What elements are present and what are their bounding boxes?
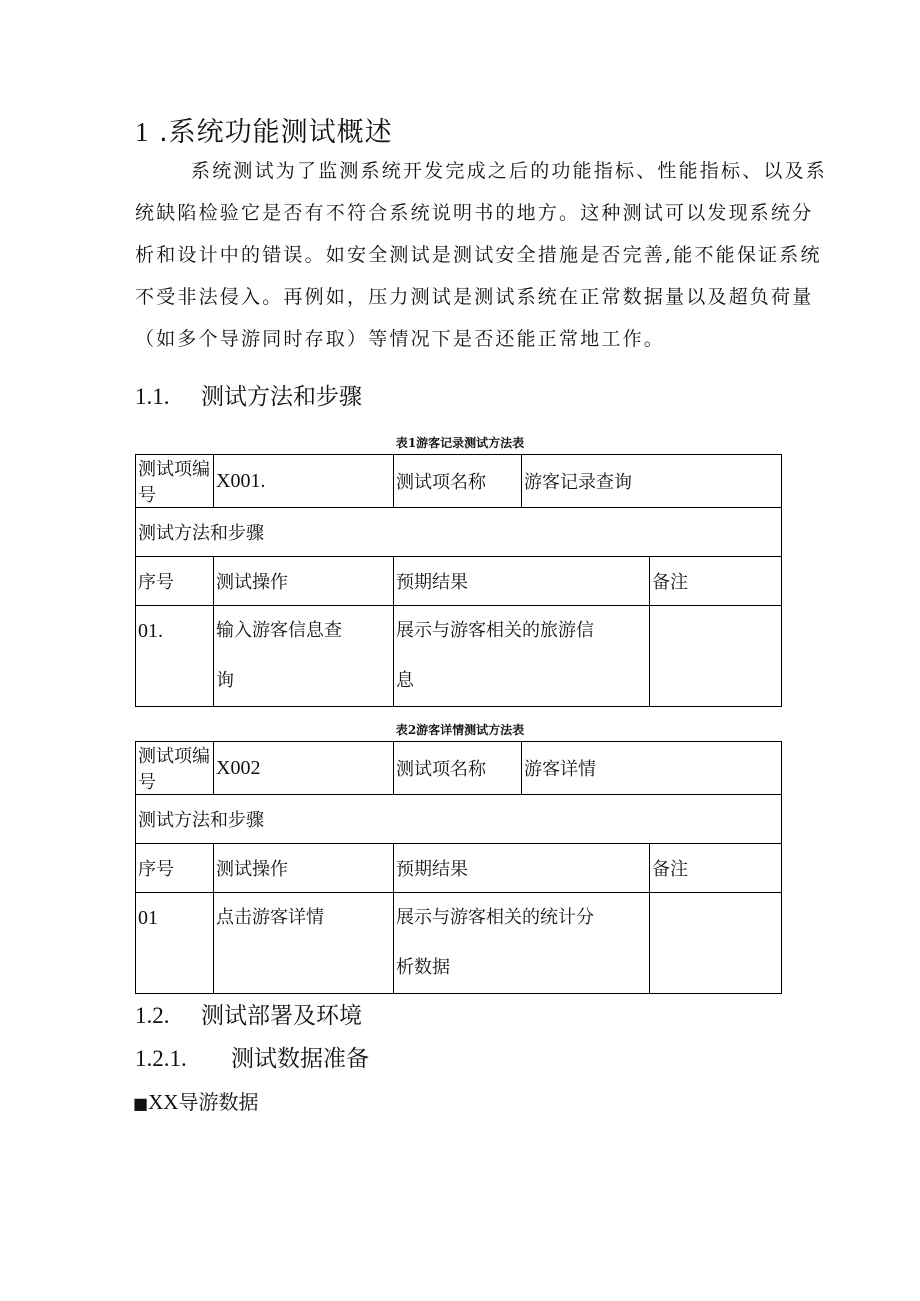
section-1-2-1-title: 测试数据准备 bbox=[231, 1046, 369, 1072]
bullet-item bbox=[133, 1086, 258, 1115]
test-method-table-1 bbox=[135, 454, 782, 707]
row-operation: 输入游客信息查 询 bbox=[214, 606, 394, 707]
row-seq: 01 bbox=[136, 893, 214, 994]
name-label-cell: 测试项名称 bbox=[394, 742, 522, 795]
id-value-cell: X002 bbox=[214, 742, 394, 795]
header-seq: 序号 bbox=[136, 844, 214, 893]
paragraph-line: 系统测试为了监测系统开发完成之后的功能指标、性能指标、以及系 bbox=[191, 160, 828, 182]
row-note bbox=[650, 893, 782, 994]
name-value-cell: 游客详情 bbox=[522, 742, 782, 795]
row-operation: 点击游客详情 bbox=[214, 893, 394, 994]
section-1-2-number: 1.2. bbox=[135, 1003, 170, 1028]
name-value-cell: 游客记录查询 bbox=[522, 455, 782, 508]
section-1-1-number: 1.1. bbox=[135, 384, 170, 409]
section-1-2-1-number: 1.2.1. bbox=[135, 1046, 187, 1071]
row-expected: 展示与游客相关的统计分 析数据 bbox=[394, 893, 650, 994]
paragraph-line: 析和设计中的错误。如安全测试是测试安全措施是否完善,能不能保证系统 bbox=[135, 244, 822, 266]
section-1-number: 1 bbox=[135, 117, 150, 147]
table-row bbox=[136, 893, 782, 994]
id-value-cell: X001. bbox=[214, 455, 394, 508]
id-label-cell: 测试项编号 bbox=[136, 742, 214, 795]
id-label-cell: 测试项编号 bbox=[136, 455, 214, 508]
header-expected: 预期结果 bbox=[394, 557, 650, 606]
section-1-heading bbox=[135, 110, 393, 149]
name-label-cell: 测试项名称 bbox=[394, 455, 522, 508]
method-label-cell: 测试方法和步骤 bbox=[136, 508, 782, 557]
row-note bbox=[650, 606, 782, 707]
test-method-table-2 bbox=[135, 741, 782, 994]
section-1-2-heading bbox=[135, 997, 362, 1030]
bullet-prefix: XX bbox=[148, 1090, 179, 1114]
paragraph-line: （如多个导游同时存取）等情况下是否还能正常地工作。 bbox=[135, 328, 666, 350]
method-label-cell: 测试方法和步骤 bbox=[136, 795, 782, 844]
bullet-text: 导游数据 bbox=[178, 1090, 259, 1114]
header-operation: 测试操作 bbox=[214, 844, 394, 893]
paragraph-line: 统缺陷检验它是否有不符合系统说明书的地方。这种测试可以发现系统分 bbox=[135, 202, 814, 224]
table-1-caption: 表1游客记录测试方法表 bbox=[395, 436, 525, 450]
row-seq: 01. bbox=[136, 606, 214, 707]
section-1-2-1-heading bbox=[135, 1040, 369, 1073]
paragraph-line: 不受非法侵入。再例如，压力测试是测试系统在正常数据量以及超负荷量 bbox=[135, 286, 814, 308]
section-1-1-title: 测试方法和步骤 bbox=[201, 384, 362, 410]
section-1-title: .系统功能测试概述 bbox=[159, 117, 393, 148]
header-seq: 序号 bbox=[136, 557, 214, 606]
overview-paragraph bbox=[135, 150, 828, 360]
table-2-caption: 表2游客详情测试方法表 bbox=[395, 723, 525, 737]
table-row bbox=[136, 606, 782, 707]
header-note: 备注 bbox=[650, 557, 782, 606]
section-1-1-heading bbox=[135, 378, 362, 411]
section-1-2-title: 测试部署及环境 bbox=[201, 1003, 362, 1029]
header-note: 备注 bbox=[650, 844, 782, 893]
header-operation: 测试操作 bbox=[214, 557, 394, 606]
row-expected: 展示与游客相关的旅游信 息 bbox=[394, 606, 650, 707]
header-expected: 预期结果 bbox=[394, 844, 650, 893]
square-bullet-icon: ■ bbox=[133, 1094, 149, 1113]
